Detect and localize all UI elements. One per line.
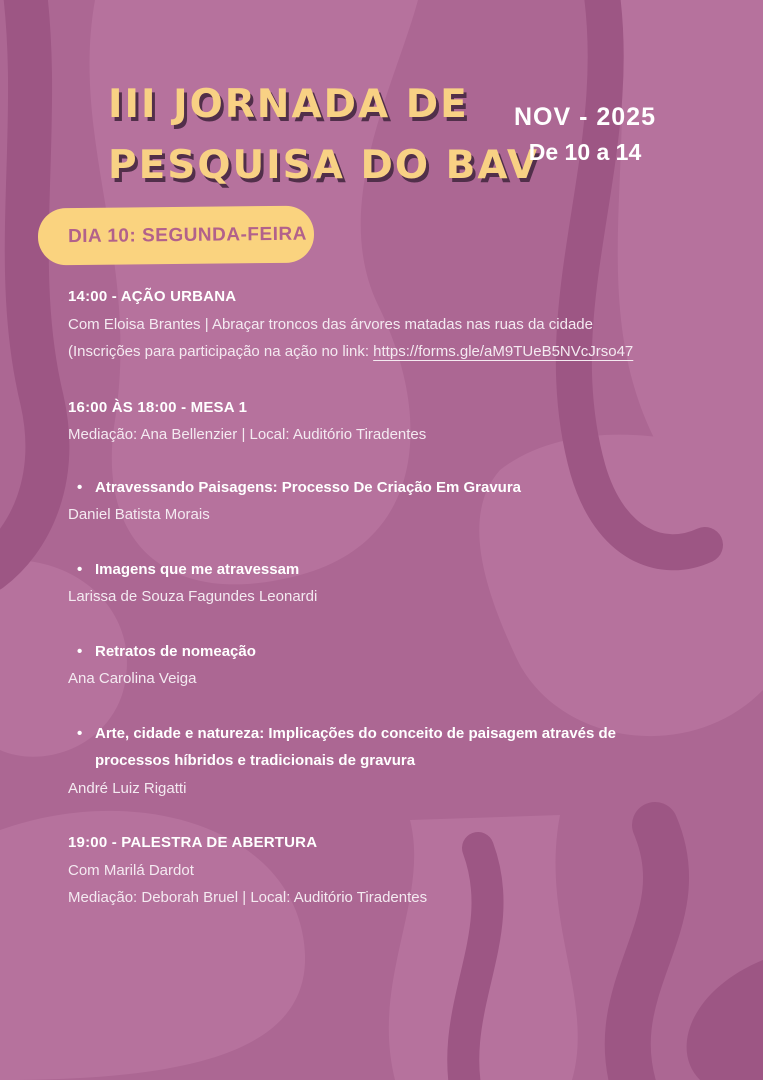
schedule (68, 283, 710, 912)
event-date (500, 100, 670, 169)
session-description: Com Marilá Dardot (68, 861, 194, 879)
event-title (108, 74, 539, 196)
talk-item (68, 638, 680, 666)
bullet-icon: • (77, 642, 83, 660)
bullet-icon: • (77, 560, 83, 578)
session-description: Mediação: Ana Bellenzier | Local: Auditório Tiradentes (68, 426, 427, 443)
session-description: Mediação: Deborah Bruel | Local: Auditório Tiradentes (68, 889, 428, 906)
event-title-line2: PESQUISA DO BAV (108, 143, 540, 188)
bullet-icon: • (77, 724, 83, 742)
talk-speaker: Larissa de Souza Fagundes Leonardi (68, 588, 318, 605)
talk-item (68, 556, 680, 584)
session-description: Com Eloisa Brantes | Abraçar troncos das árvores matadas nas ruas da cidade (68, 315, 593, 333)
talk-title: Imagens que me atravessam (95, 560, 300, 578)
bullet-icon: • (77, 478, 83, 496)
session-title: 14:00 - AÇÃO URBANA (68, 288, 237, 305)
talk-item (68, 720, 680, 775)
talk-speaker: André Luiz Rigatti (68, 779, 187, 797)
day-badge (38, 206, 315, 266)
talk-title: Atravessando Paisagens: Processo De Criação Em Gravura (95, 478, 522, 496)
day-badge-label: DIA 10: SEGUNDA-FEIRA (67, 223, 307, 247)
event-date-range: De 10 a 14 (528, 139, 642, 165)
session-title: 19:00 - PALESTRA DE ABERTURA (68, 834, 318, 851)
talk-speaker: Daniel Batista Morais (68, 506, 210, 523)
registration-link[interactable]: https://forms.gle/aM9TUeB5NVcJrso47 (373, 343, 634, 360)
talk-speaker: Ana Carolina Veiga (68, 670, 197, 687)
talk-title: Retratos de nomeação (95, 642, 256, 660)
talk-title: Arte, cidade e natureza: Implicações do conceito de paisagem através de processos híbridos e tradicionais de gravura (95, 724, 617, 769)
session-title: 16:00 ÀS 18:00 - MESA 1 (68, 398, 248, 416)
talk-item (68, 474, 680, 502)
registration-prefix: (Inscrições para participação na ação no link: (68, 343, 374, 360)
event-title-line1: III JORNADA DE (108, 82, 469, 127)
event-date-month: NOV - 2025 (513, 103, 656, 131)
registration-line (68, 338, 710, 366)
